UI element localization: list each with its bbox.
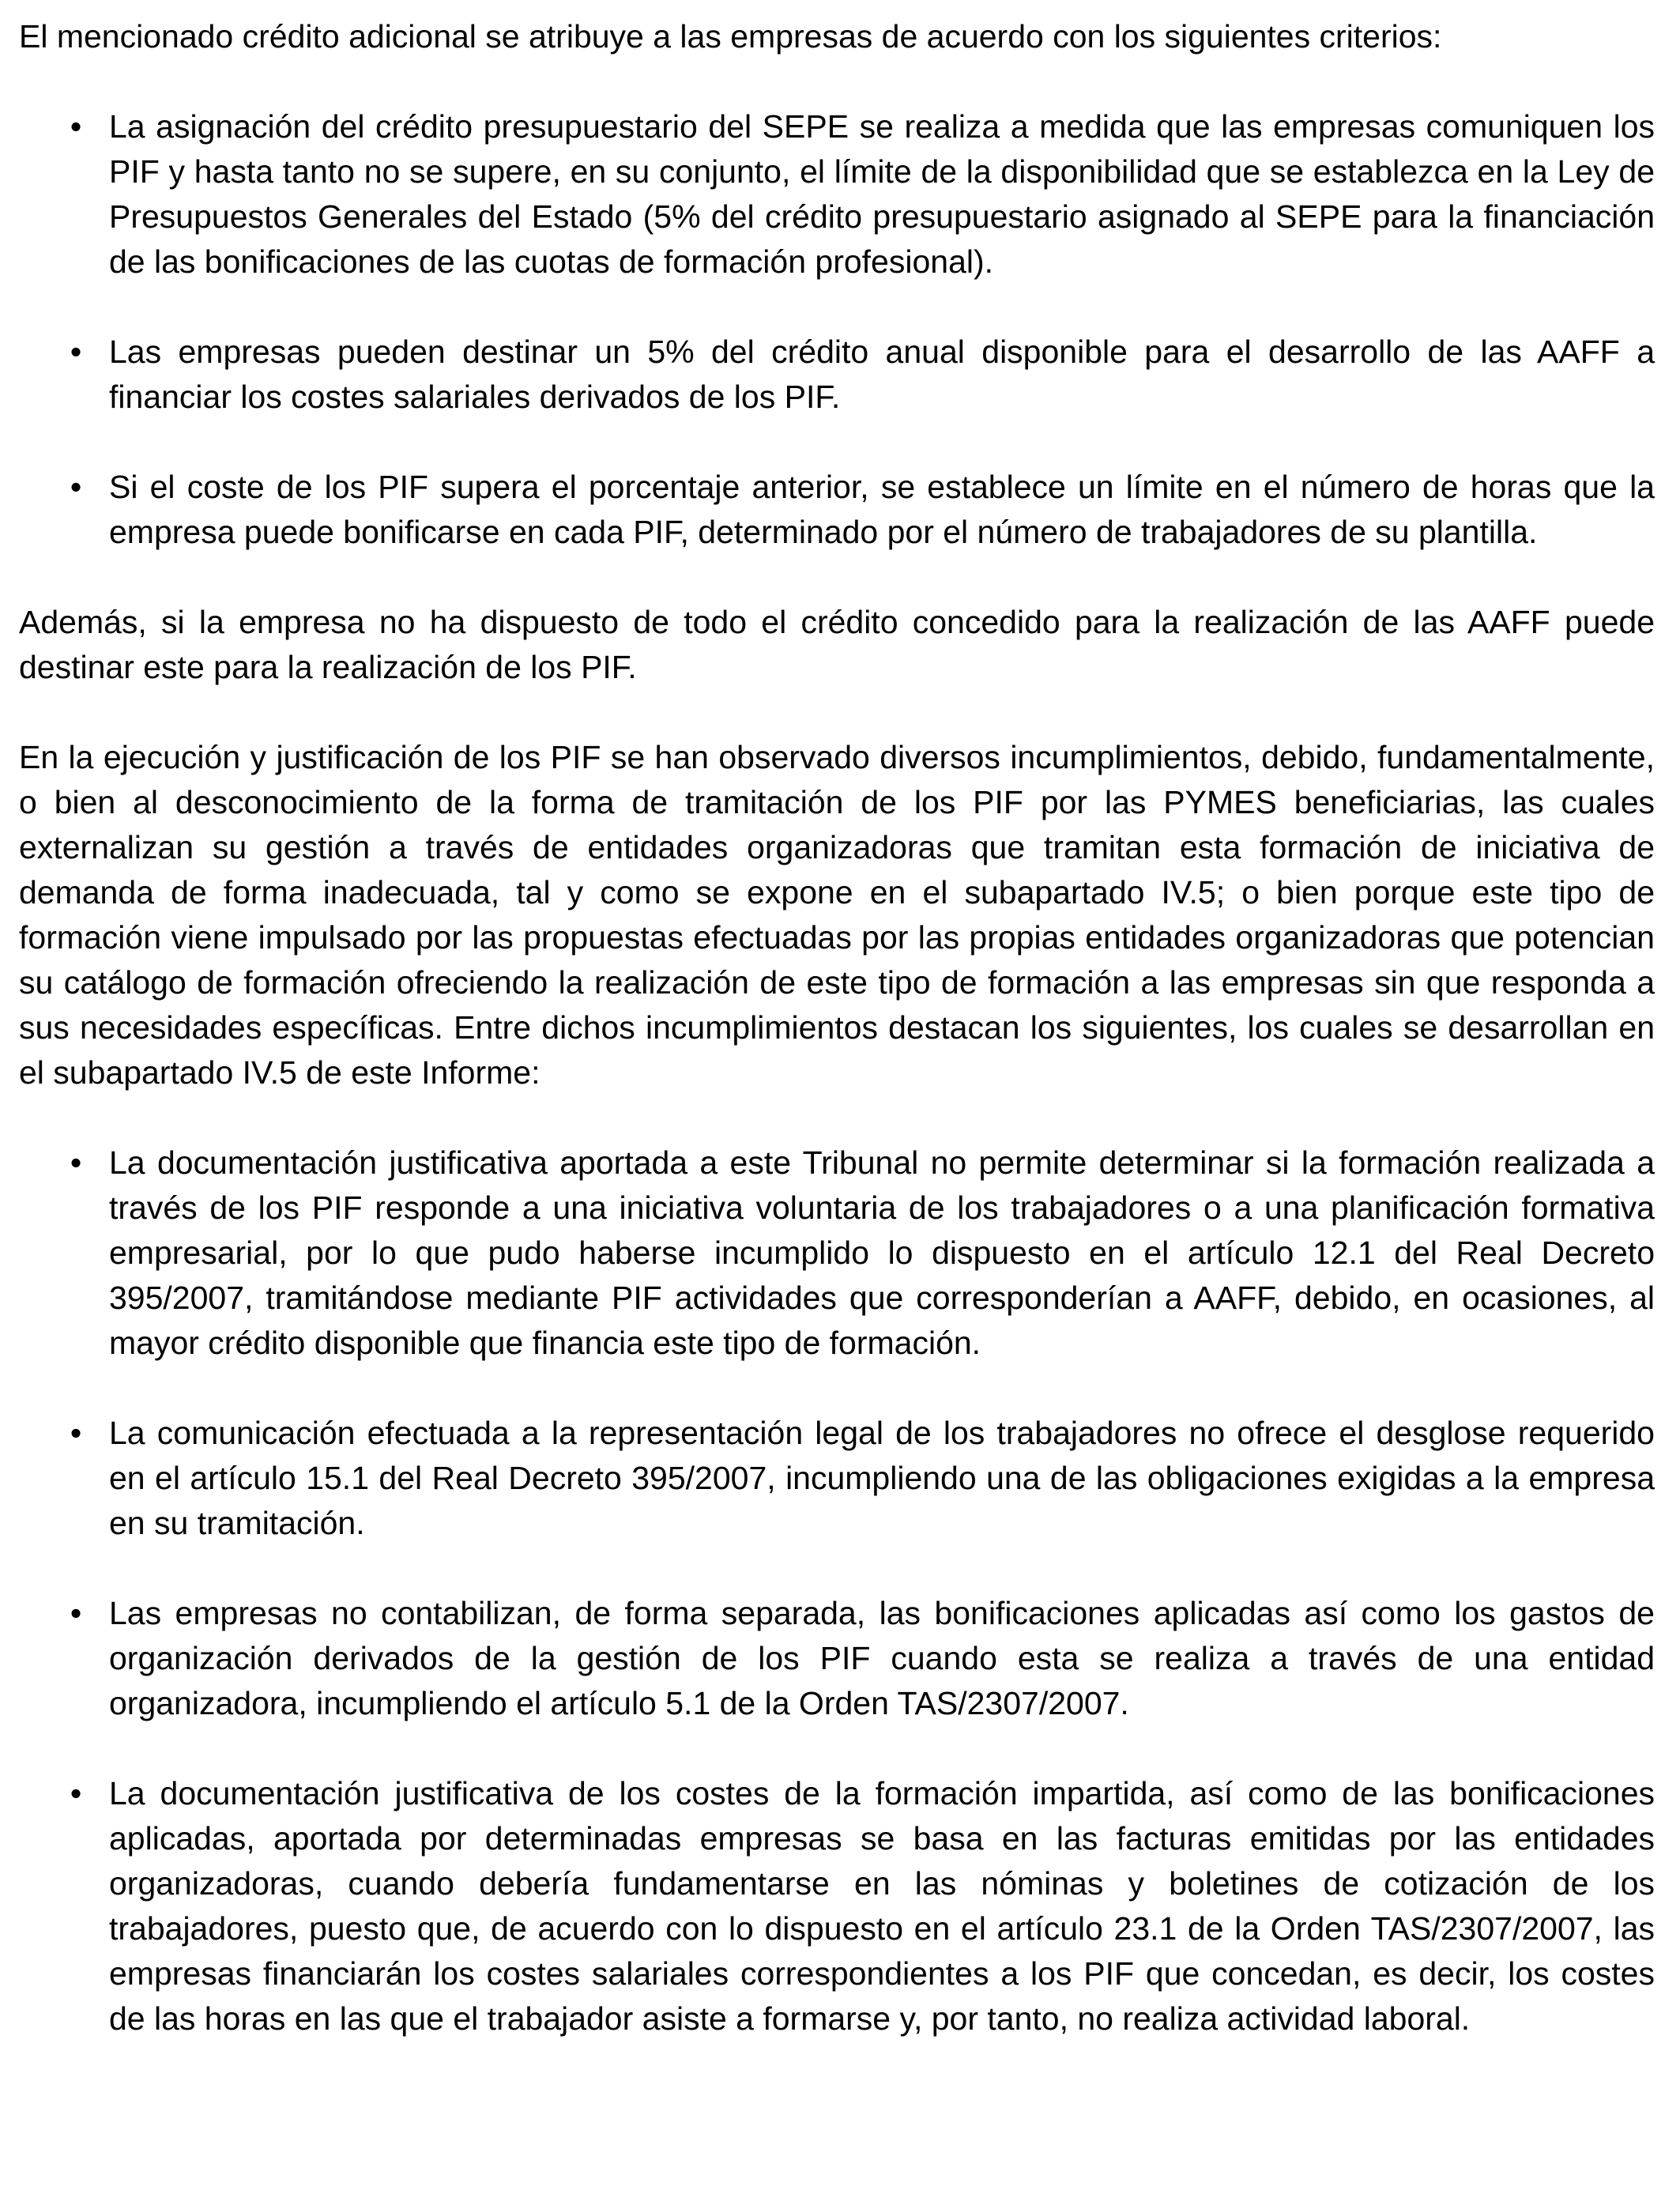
- ejecucion-paragraph: En la ejecución y justificación de los PIF se han observado diversos incumplimientos, debido, fundamentalmente, o bien al desconocimiento de la forma de tramitación de los PIF por las PYMES beneficiarias, las cuales externalizan su gestión a través de entidades organizadoras que tramitan esta formación de iniciativa de demanda de forma inadecuada, tal y como se expone en el subapartado IV.5; o bien porque este tipo de formación viene impulsado por las propuestas efectuadas por las propias entidades organizadoras que potencian su catálogo de formación ofreciendo la realización de este tipo de formación a las empresas sin que responda a sus necesidades específicas. Entre dichos incumplimientos destacan los siguientes, los cuales se desarrollan en el subapartado IV.5 de este Informe:: [19, 739, 1655, 1091]
- bullet-icon: •: [70, 1144, 82, 1181]
- incumplimiento-item-text: La comunicación efectuada a la representación legal de los trabajadores no ofrece el desglose requerido en el artículo 15.1 del Real Decreto 395/2007, incumpliendo una de las obligaciones exigidas a la empresa en su tramitación.: [109, 1415, 1655, 1541]
- bullet-icon: •: [70, 108, 82, 145]
- incumplimiento-item-text: La documentación justificativa de los costes de la formación impartida, así como de las bonificaciones aplicadas, aportada por determinadas empresas se basa en las facturas emitidas por las entidades organizadoras, cuando debería fundamentarse en las nóminas y boletines de cotización de los trabajadores, puesto que, de acuerdo con lo dispuesto en el artículo 23.1 de la Orden TAS/2307/2007, las empresas financiarán los costes salariales correspondientes a los PIF que concedan, es decir, los costes de las horas en las que el trabajador asiste a formarse y, por tanto, no realiza actividad laboral.: [109, 1775, 1655, 2037]
- bullet-icon: •: [70, 469, 82, 505]
- bullet-icon: •: [70, 1775, 82, 1811]
- criteria-item: [19, 465, 1655, 555]
- document-page: [19, 14, 1655, 2087]
- incumplimiento-item: [19, 1140, 1655, 1366]
- criteria-list: [19, 104, 1655, 555]
- bullet-icon: •: [70, 334, 82, 370]
- incumplimiento-item: [19, 1411, 1655, 1546]
- ademas-paragraph: Además, si la empresa no ha dispuesto de todo el crédito concedido para la realización de las AAFF puede destinar este para la realización de los PIF.: [19, 604, 1655, 685]
- bullet-icon: •: [70, 1415, 82, 1451]
- incumplimiento-item-text: La documentación justificativa aportada a este Tribunal no permite determinar si la formación realizada a través de los PIF responde a una iniciativa voluntaria de los trabajadores o a una planificación formativa empresarial, por lo que pudo haberse incumplido lo dispuesto en el artículo 12.1 del Real Decreto 395/2007, tramitándose mediante PIF actividades que corresponderían a AAFF, debido, en ocasiones, al mayor crédito disponible que financia este tipo de formación.: [109, 1144, 1655, 1361]
- incumplimiento-item-text: Las empresas no contabilizan, de forma separada, las bonificaciones aplicadas así como los gastos de organización derivados de la gestión de los PIF cuando esta se realiza a través de una entidad organizadora, incumpliendo el artículo 5.1 de la Orden TAS/2307/2007.: [109, 1595, 1655, 1721]
- criteria-item: [19, 330, 1655, 420]
- criteria-item-text: Si el coste de los PIF supera el porcentaje anterior, se establece un límite en el número de horas que la empresa puede bonificarse en cada PIF, determinado por el número de trabajadores de su plantilla.: [109, 469, 1655, 550]
- criteria-item: [19, 104, 1655, 285]
- incumplimiento-item: [19, 1591, 1655, 1726]
- criteria-item-text: Las empresas pueden destinar un 5% del crédito anual disponible para el desarrollo de las AAFF a financiar los costes salariales derivados de los PIF.: [109, 334, 1655, 415]
- incumplimientos-list: [19, 1140, 1655, 2041]
- incumplimiento-item: [19, 1771, 1655, 2041]
- bullet-icon: •: [70, 1595, 82, 1631]
- criteria-item-text: La asignación del crédito presupuestario del SEPE se realiza a medida que las empresas comuniquen los PIF y hasta tanto no se supere, en su conjunto, el límite de la disponibilidad que se establezca en la Ley de Presupuestos Generales del Estado (5% del crédito presupuestario asignado al SEPE para la financiación de las bonificaciones de las cuotas de formación profesional).: [109, 108, 1655, 280]
- intro-paragraph: El mencionado crédito adicional se atribuye a las empresas de acuerdo con los siguientes criterios:: [19, 18, 1442, 55]
